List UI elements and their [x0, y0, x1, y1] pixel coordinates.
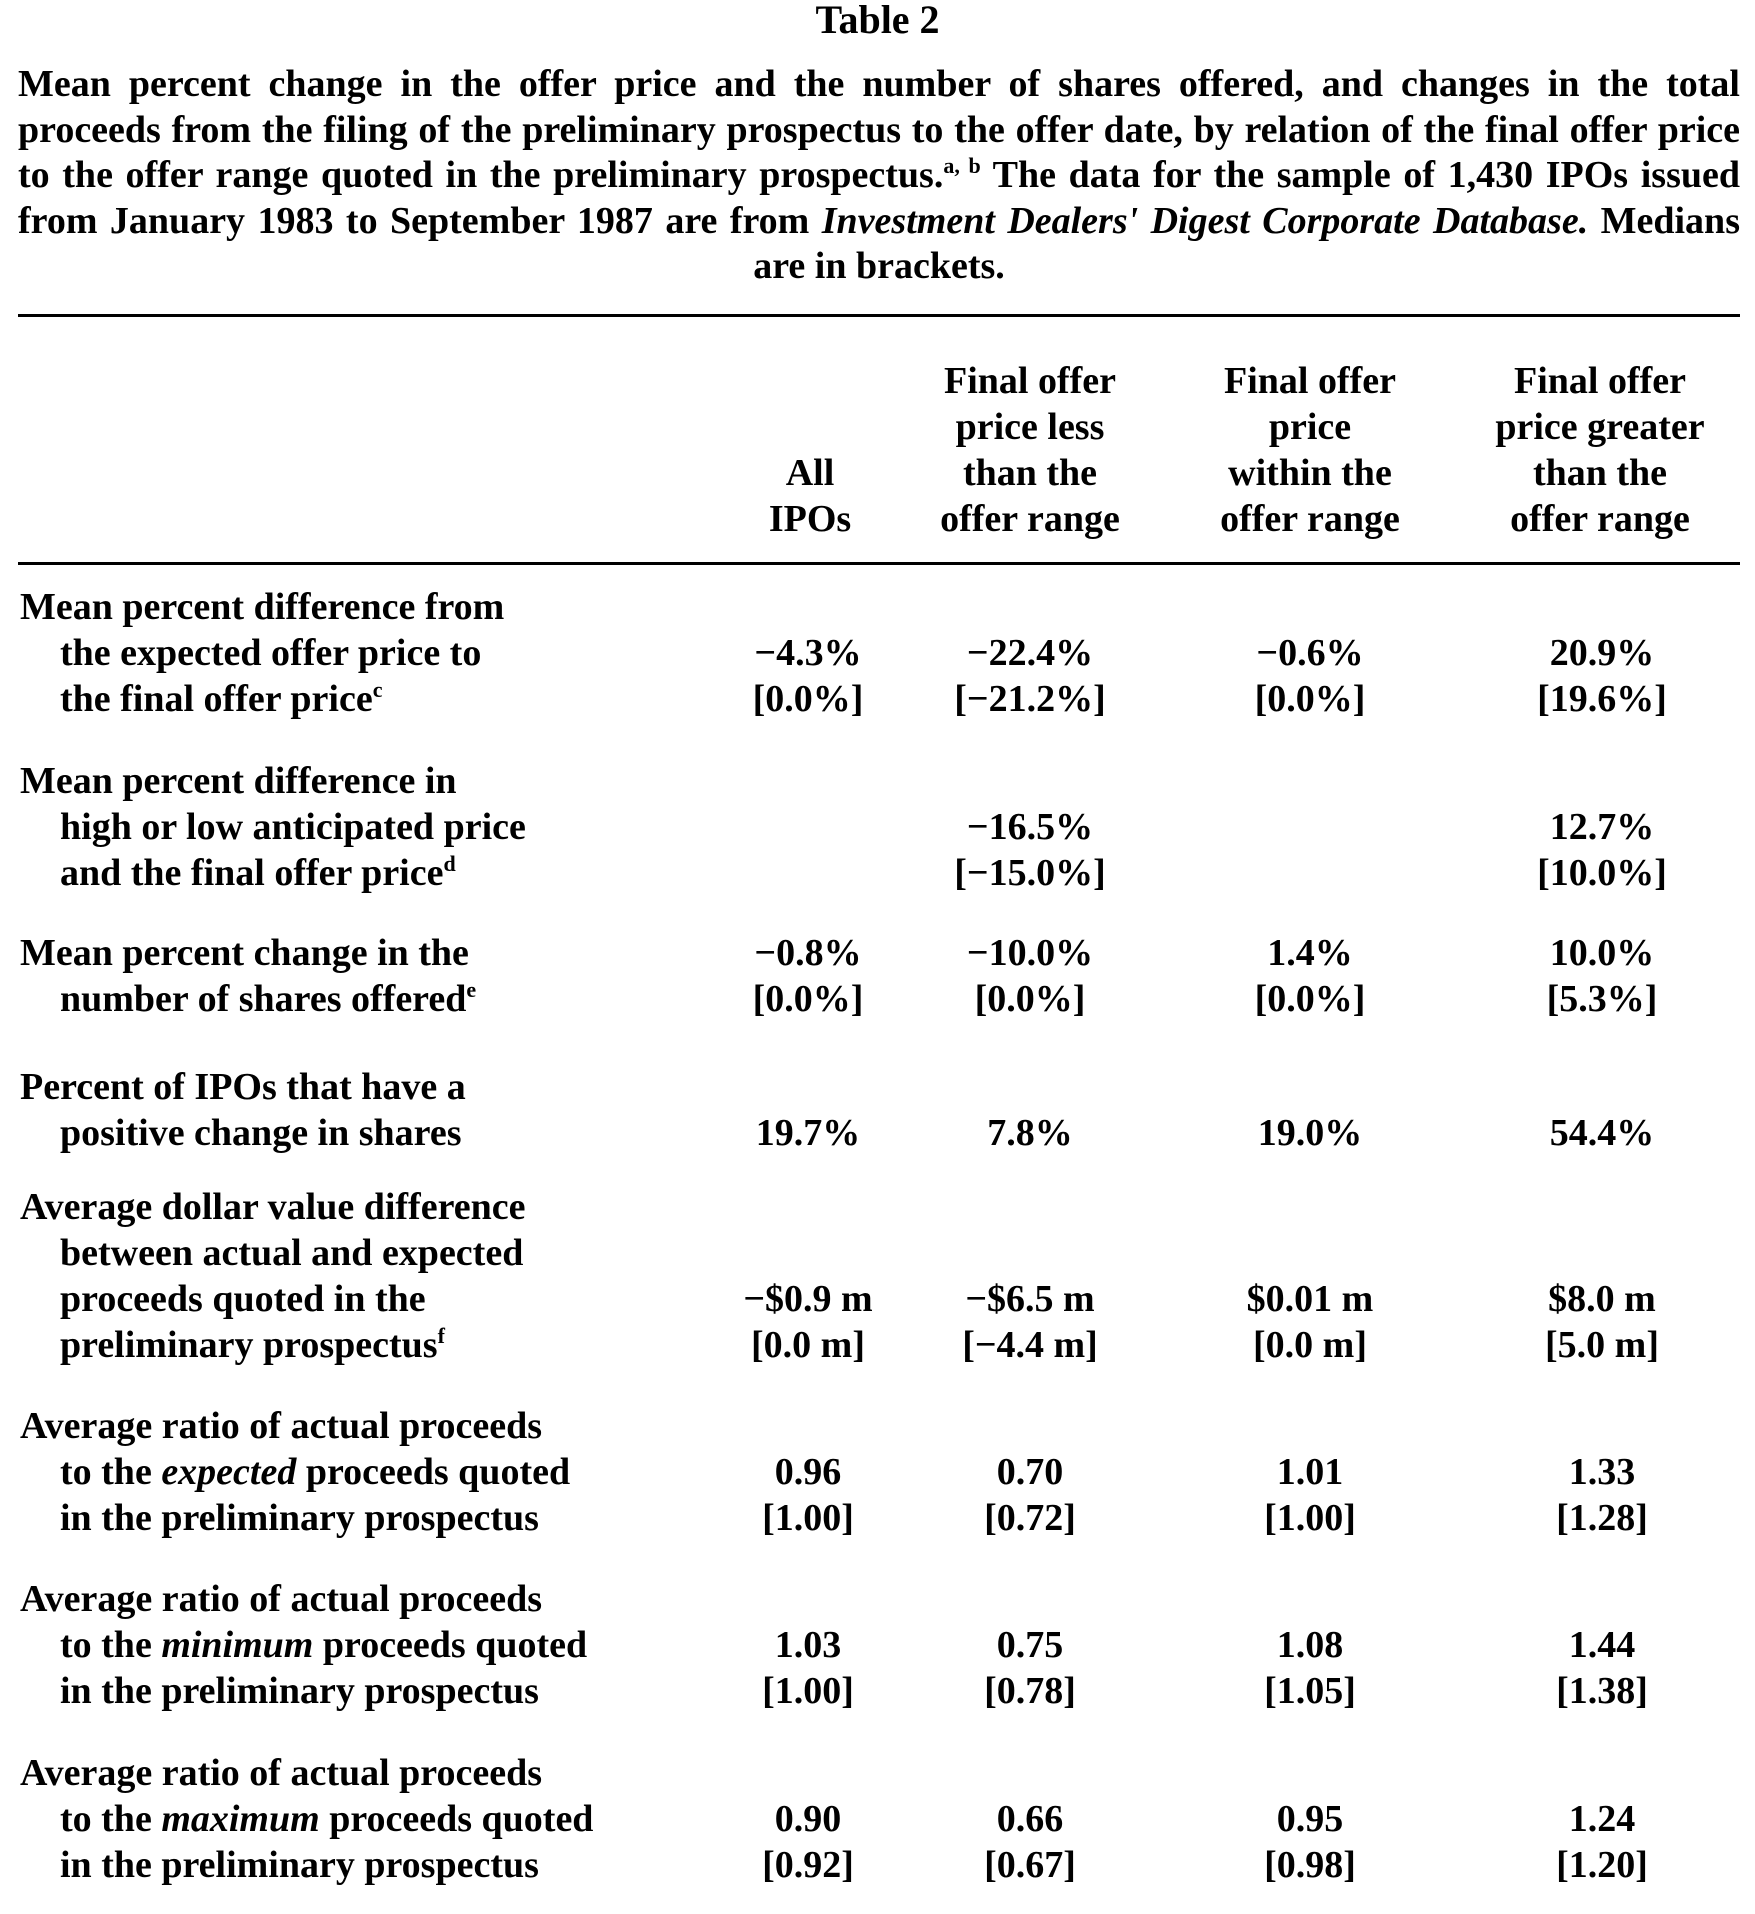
cell-mean: 1.44 [1568, 1624, 1636, 1666]
cell-median: [5.3%] [1546, 978, 1658, 1020]
caption-text: Mean percent change in the offer price and the number of shares offered, and changes in the total proceeds from the filing of the preliminary prospectus to the offer date, by relation of the final offer price to the offer range quoted in the preliminary prospectus. [18, 63, 1740, 197]
cell-median: [1.28] [1556, 1497, 1648, 1539]
top-rule [18, 314, 1740, 317]
cell-mean: 19.7% [755, 1112, 861, 1154]
row-label-line: number of shares offered$^e$ [60, 977, 477, 1020]
footnote-mark: e [466, 977, 477, 1002]
row-label [20, 930, 720, 1022]
row-label-line: in the preliminary prospectus [60, 1497, 539, 1539]
table-cell [1170, 930, 1450, 1022]
cell-median: [1.20] [1556, 1844, 1648, 1886]
table-caption [18, 62, 1740, 290]
row-label-line: the expected offer price to [60, 632, 482, 674]
cell-median: [0.0%] [1254, 678, 1366, 720]
cell-mean: 0.75 [996, 1624, 1064, 1666]
cell-median: [19.6%] [1537, 678, 1667, 720]
cell-mean: −$6.5 m [965, 1278, 1095, 1320]
cell-median: [5.0 m] [1545, 1324, 1659, 1366]
row-label-line: preliminary prospectus$^f$ [60, 1323, 445, 1366]
cell-mean: −10.0% [966, 932, 1094, 974]
cell-median: [0.92] [762, 1844, 854, 1886]
table-cell [1462, 804, 1742, 896]
cell-mean: 12.7% [1549, 806, 1655, 848]
cell-mean: −16.5% [966, 806, 1094, 848]
table-cell [890, 1110, 1170, 1156]
row-label [20, 1576, 720, 1714]
cell-median: [1.00] [762, 1670, 854, 1712]
table-cell [1462, 1796, 1742, 1888]
cell-mean: −$0.9 m [743, 1278, 873, 1320]
row-label-line: and the final offer price$^d$ [60, 851, 456, 894]
cell-median: [0.0%] [752, 678, 864, 720]
table-cell [890, 1449, 1170, 1541]
cell-mean: $0.01 m [1246, 1278, 1374, 1320]
footnote-mark: d [443, 851, 456, 876]
cell-mean: 1.01 [1276, 1451, 1344, 1493]
cell-mean: −4.3% [754, 632, 862, 674]
cell-mean: 0.66 [996, 1798, 1064, 1840]
footnote-mark: f [437, 1323, 445, 1348]
row-label-line: the final offer price$^c$ [60, 677, 383, 720]
cell-mean: 1.03 [774, 1624, 842, 1666]
table-cell [1462, 1276, 1742, 1368]
cell-mean: 1.33 [1568, 1451, 1636, 1493]
row-label [20, 1750, 720, 1888]
caption-note-marks: a, b [943, 153, 981, 179]
cell-mean: 0.96 [774, 1451, 842, 1493]
cell-mean: 1.4% [1267, 932, 1353, 974]
row-label-line: between actual and expected [60, 1232, 524, 1274]
row-label-line: to the expected proceeds quoted [60, 1451, 571, 1493]
header-rule [18, 562, 1740, 565]
row-label-line: Average dollar value difference [20, 1186, 526, 1228]
row-label [20, 584, 720, 722]
cell-median: [0.0%] [752, 978, 864, 1020]
caption-text-2: The data for the sample of 1,430 IPOs issued from January 1983 to September 1987 are from [18, 154, 1740, 242]
cell-median: [1.05] [1264, 1670, 1356, 1712]
row-label-line: Average ratio of actual proceeds [20, 1752, 542, 1794]
row-label-line: in the preliminary prospectus [60, 1670, 539, 1712]
row-label-line: in the preliminary prospectus [60, 1844, 539, 1886]
row-label-line: Mean percent difference from [20, 586, 505, 628]
cell-mean: 1.24 [1568, 1798, 1636, 1840]
row-label-line: to the maximum proceeds quoted [60, 1798, 594, 1840]
cell-mean: 0.70 [996, 1451, 1064, 1493]
table-cell [1462, 1110, 1742, 1156]
row-label-line: Percent of IPOs that have a [20, 1066, 466, 1108]
table-cell [1462, 1622, 1742, 1714]
cell-mean: 7.8% [987, 1112, 1073, 1154]
table-cell [890, 1796, 1170, 1888]
footnote-mark: c [372, 677, 383, 702]
table-cell [1170, 630, 1450, 722]
row-label [20, 1064, 720, 1156]
table-cell [1170, 1622, 1450, 1714]
table-cell [890, 930, 1170, 1022]
cell-mean: 10.0% [1549, 932, 1655, 974]
row-label [20, 1403, 720, 1541]
row-label-line: Average ratio of actual proceeds [20, 1578, 542, 1620]
cell-mean: 19.0% [1257, 1112, 1363, 1154]
table-cell [890, 1276, 1170, 1368]
table-cell [890, 630, 1170, 722]
cell-mean: 20.9% [1549, 632, 1655, 674]
table-cell [1462, 1449, 1742, 1541]
cell-median: [1.38] [1556, 1670, 1648, 1712]
cell-median: [0.0 m] [751, 1324, 865, 1366]
column-header-all-ipos: All IPOs [768, 452, 852, 540]
cell-mean: 0.95 [1276, 1798, 1344, 1840]
cell-median: [10.0%] [1537, 852, 1667, 894]
row-label-line: Average ratio of actual proceeds [20, 1405, 542, 1447]
row-label [20, 1184, 720, 1368]
table-cell [890, 1622, 1170, 1714]
caption-source: Investment Dealers' Digest Corporate Database. [821, 199, 1589, 242]
cell-median: [−15.0%] [954, 852, 1106, 894]
table-cell [890, 804, 1170, 896]
row-label-line: high or low anticipated price [60, 806, 526, 848]
row-label-line: Mean percent difference in [20, 760, 457, 802]
table-cell [1170, 1449, 1450, 1541]
cell-mean: 1.08 [1276, 1624, 1344, 1666]
cell-median: [0.0%] [1254, 978, 1366, 1020]
cell-median: [0.67] [984, 1844, 1076, 1886]
caption-text-3: Medians are in brackets. [753, 199, 1740, 288]
column-header-within-range: Final offer price within the offer range [1220, 360, 1400, 540]
cell-median: [0.0 m] [1253, 1324, 1367, 1366]
row-label-line: positive change in shares [60, 1112, 462, 1154]
cell-mean: 54.4% [1549, 1112, 1655, 1154]
table-title: Table 2 [815, 0, 940, 42]
cell-median: [1.00] [1264, 1497, 1356, 1539]
cell-mean: −0.8% [754, 932, 862, 974]
table-cell [1462, 930, 1742, 1022]
column-header-above-range: Final offer price greater than the offer range [1495, 360, 1705, 540]
cell-mean: −22.4% [966, 632, 1094, 674]
table-cell [1170, 1276, 1450, 1368]
cell-median: [−21.2%] [954, 678, 1106, 720]
row-label [20, 758, 720, 896]
row-label-line: Mean percent change in the [20, 932, 469, 974]
row-label-line: to the minimum proceeds quoted [60, 1624, 588, 1666]
table-cell [1462, 630, 1742, 722]
cell-median: [0.72] [984, 1497, 1076, 1539]
cell-median: [0.98] [1264, 1844, 1356, 1886]
cell-median: [0.78] [984, 1670, 1076, 1712]
table-cell [1170, 1110, 1450, 1156]
column-header-below-range: Final offer price less than the offer range [940, 360, 1120, 540]
table-cell [1170, 1796, 1450, 1888]
cell-mean: −0.6% [1256, 632, 1364, 674]
cell-median: [1.00] [762, 1497, 854, 1539]
cell-median: [−4.4 m] [962, 1324, 1098, 1366]
cell-mean: $8.0 m [1548, 1278, 1656, 1320]
cell-mean: 0.90 [774, 1798, 842, 1840]
row-label-line: proceeds quoted in the [60, 1278, 426, 1320]
cell-median: [0.0%] [974, 978, 1086, 1020]
